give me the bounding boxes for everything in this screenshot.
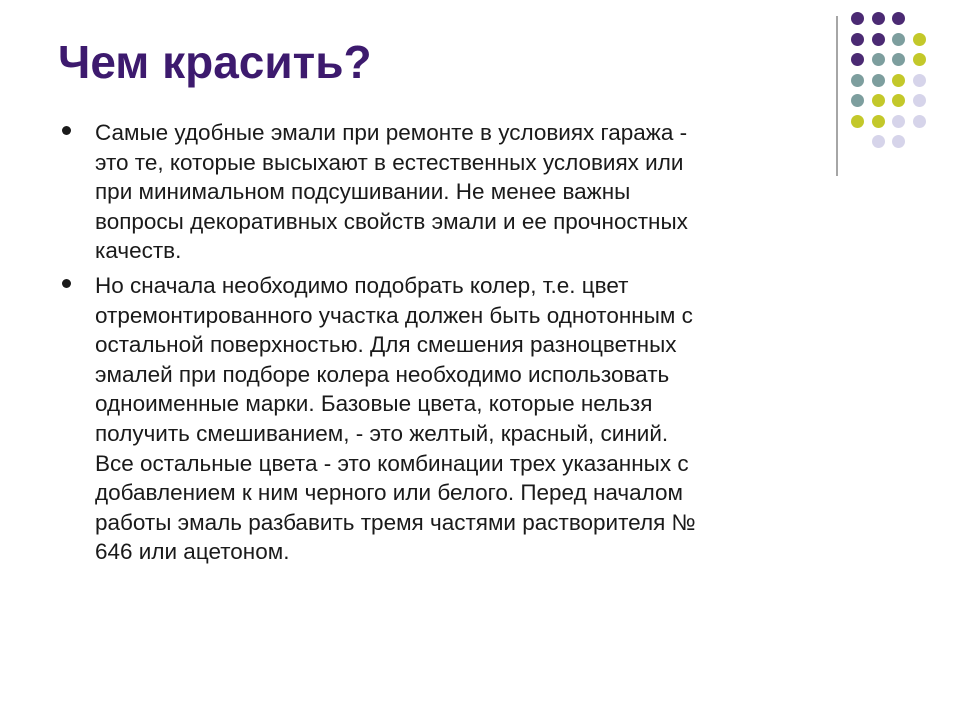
bullet-marker <box>62 279 71 288</box>
decorative-dot <box>851 53 864 66</box>
decorative-dot <box>851 115 864 128</box>
decorative-dot <box>872 94 885 107</box>
decorative-dot <box>913 53 926 66</box>
decorative-dot <box>913 33 926 46</box>
decorative-dot <box>913 94 926 107</box>
decorative-dot <box>892 135 905 148</box>
decorative-dot <box>851 74 864 87</box>
decorative-dot <box>851 33 864 46</box>
bullet-text: Но сначала необходимо подобрать колер, т.е. цвет отремонтированного участка должен быть однотонным с остальной поверхностью. Для смешения разноцветных эмалей при подборе колера необходимо использовать одноименные марки. Базовые цвета, которые нельзя получить смешиванием, - это желтый, красный, синий. Все остальные цвета - это комбинации трех указанных с добавлением к ним черного или белого. Перед началом работы эмаль разбавить тремя частями растворителя № 646 или ацетоном. <box>95 272 696 565</box>
decorative-dot <box>892 33 905 46</box>
decorative-dot <box>892 74 905 87</box>
decorative-dot <box>872 33 885 46</box>
decorative-dot <box>872 115 885 128</box>
decorative-dot <box>872 74 885 87</box>
decorative-dot <box>913 115 926 128</box>
bullet-marker <box>62 126 71 135</box>
slide-title: Чем красить? <box>58 36 372 88</box>
decorative-dot-grid <box>851 12 947 156</box>
decorative-dot <box>872 135 885 148</box>
decorative-dot <box>872 12 885 25</box>
decorative-dot <box>892 94 905 107</box>
bullet-item <box>62 118 837 266</box>
decorative-dot <box>892 115 905 128</box>
bullet-text: Самые удобные эмали при ремонте в условиях гаража - это те, которые высыхают в естественных условиях или при минимальном подсушивании. Не менее важны вопросы декоративных свойств эмали и ее прочностных качеств. <box>95 120 688 264</box>
decorative-dot <box>872 53 885 66</box>
decorative-dot <box>892 53 905 66</box>
bullet-item <box>62 271 837 567</box>
decorative-dot <box>851 94 864 107</box>
decorative-dot <box>892 12 905 25</box>
decorative-dot <box>851 12 864 25</box>
bullet-list <box>62 118 837 572</box>
decorative-dot <box>913 74 926 87</box>
